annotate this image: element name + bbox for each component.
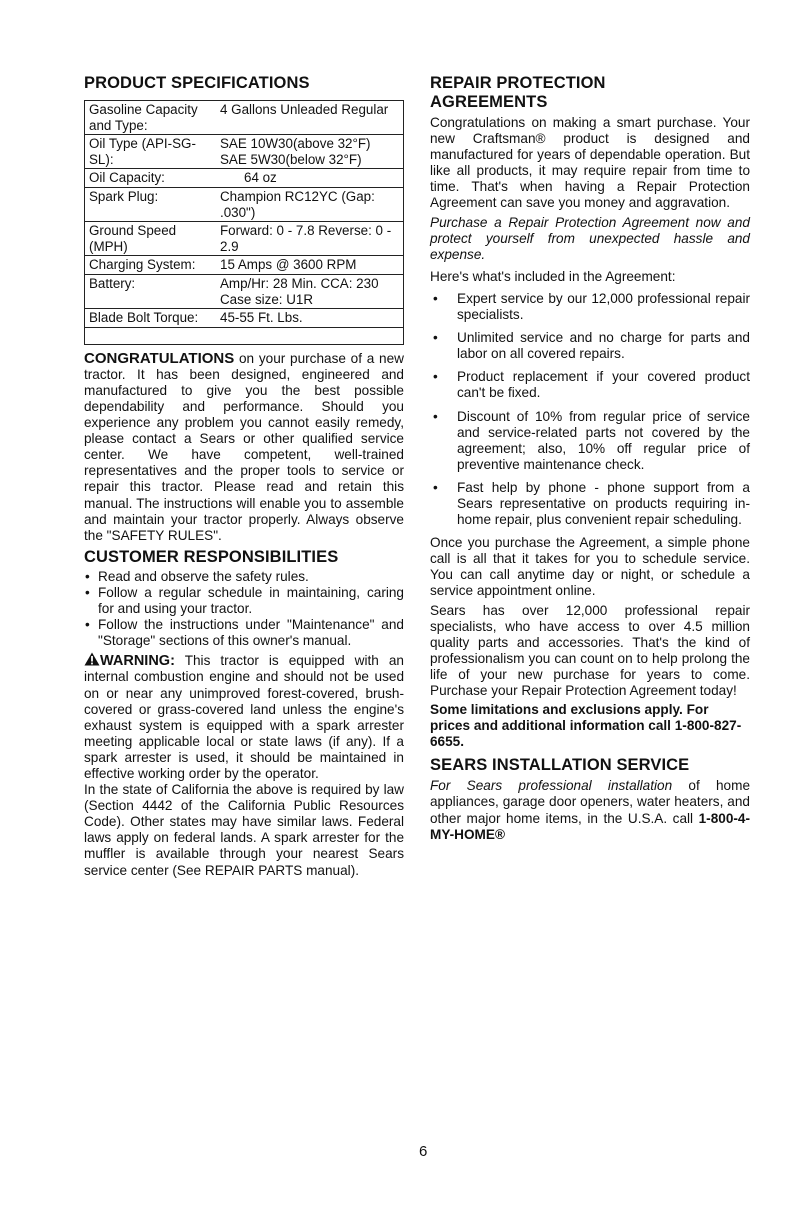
spec-label: Battery: [85,274,217,308]
table-row-empty [85,327,404,344]
warning-paragraph [84,652,404,782]
spec-value: Forward: 0 - 7.8 Reverse: 0 - 2.9 [216,222,404,256]
list-item: • Fast help by phone - phone support from a Sears representative on products requiring in-home repair, plus convenient repair scheduling. [430,480,750,528]
spec-value: Amp/Hr: 28 Min. CCA: 230 Case size: U1R [216,274,404,308]
specs-table [84,100,404,345]
spec-label: Charging System: [85,256,217,275]
spec-label: Oil Capacity: [85,169,217,188]
table-row [85,169,404,188]
repair-purchase: Purchase a Repair Protection Agreement now and protect yourself from unexpected hassle and expense. [430,214,750,262]
spec-label: Gasoline Capacity and Type: [85,101,217,135]
warning-text: This tractor is equipped with an internal combustion engine and should not be used on or near any unimproved forest-covered, brush-covered or grass-covered land unless the engine's exhaust system is equipped with a spark arrester meeting applicable local or state laws (if any). If a spark arrester is used, it should be maintained in effective working order by the operator. [84,653,404,781]
spec-value: 45-55 Ft. Lbs. [216,309,404,328]
table-row [85,222,404,256]
spec-value: Champion RC12YC (Gap: .030") [216,187,404,221]
repair-list [430,291,750,528]
list-item: • Follow the instructions under "Maintenance" and "Storage" sections of this owner's manual. [84,617,404,649]
customer-list [84,569,404,649]
california-paragraph: In the state of California the above is required by law (Section 4442 of the California Public Resources Code). Other states may have similar laws. Federal laws apply on federal lands. A spark arrester for the muffler is available through your nearest Sears service center (See REPAIR PARTS manual). [84,782,404,878]
empty-cell [85,327,217,344]
list-item: • Product replacement if your covered product can't be fixed. [430,369,750,401]
list-item: • Follow a regular schedule in maintaining, caring for and using your tractor. [84,585,404,617]
customer-title: CUSTOMER RESPONSIBILITIES [84,547,339,566]
spec-label: Blade Bolt Torque: [85,309,217,328]
spec-label: Oil Type (API-SG-SL): [85,135,217,169]
spec-value: 15 Amps @ 3600 RPM [216,256,404,275]
install-paragraph [430,778,750,842]
list-item: • Read and observe the safety rules. [84,569,404,585]
table-row [85,309,404,328]
congrats-heading: CONGRATULATIONS [84,349,235,367]
install-text: of home appliances, garage door openers, water heaters, and other major home items, in the U.S.A. call [430,778,751,826]
page-number: 6 [419,1143,428,1160]
list-item: • Unlimited service and no charge for parts and labor on all covered repairs. [430,330,750,362]
table-row [85,256,404,275]
spec-value: 4 Gallons Unleaded Regular [216,101,404,135]
repair-once: Once you purchase the Agreement, a simple phone call is all that it takes for you to schedule service. You can call anytime day or night, or schedule a service appointment online. [430,535,750,599]
warning-icon [84,652,100,666]
table-row [85,101,404,135]
repair-limitations: Some limitations and exclusions apply. For prices and additional information call 1-800-827-6655. [430,702,742,750]
table-row [85,135,404,169]
spec-label: Spark Plug: [85,187,217,221]
repair-included: Here's what's included in the Agreement: [430,268,676,284]
specs-title: PRODUCT SPECIFICATIONS [84,74,310,92]
table-row [85,274,404,308]
install-lead: For Sears professional installation [430,778,673,794]
list-item: • Expert service by our 12,000 professional repair specialists. [430,291,750,323]
warning-label: WARNING: [100,653,175,670]
spec-label: Ground Speed (MPH) [85,222,217,256]
repair-intro: Congratulations on making a smart purchase. Your new Craftsman® product is designed and manufactured for years of dependable operation. But like all products, it may require repair from time to time. That's when having a Repair Protection Agreement can save you money and aggravation. [430,115,750,211]
repair-title: REPAIR PROTECTION AGREEMENTS [430,74,606,111]
congrats-text: on your purchase of a new tractor. It has been designed, engineered and manufactured to give you the best possible dependability and performance. Should you experience any problem you cannot easily remedy, please contact a Sears or other qualified service center. We have competent, well-trained representatives and the proper tools to service or repair this tractor. Please read and retain this manual. The instructions will enable you to assemble and maintain your tractor properly. Always observe the "SAFETY RULES". [84,350,404,543]
left-column [84,74,404,879]
list-item: • Discount of 10% from regular price of service and service-related parts not covered by the agreement; also, 10% off regular price of preventive maintenance check. [430,409,750,473]
install-title: SEARS INSTALLATION SERVICE [430,756,690,775]
congrats-paragraph [84,351,404,544]
empty-cell [216,327,404,344]
spec-value: SAE 10W30(above 32°F) SAE 5W30(below 32°F) [216,135,404,169]
repair-sears: Sears has over 12,000 professional repair specialists, who have access to over 4.5 million quality parts and accessories. That's the kind of professionalism you can count on to help prolong the life of your new purchase for years to come. Purchase your Repair Protection Agreement today! [430,602,750,698]
table-row [85,187,404,221]
spec-value: 64 oz [216,169,404,188]
install-phone: 1-800-4-MY-HOME® [430,810,750,842]
right-column [430,74,750,843]
